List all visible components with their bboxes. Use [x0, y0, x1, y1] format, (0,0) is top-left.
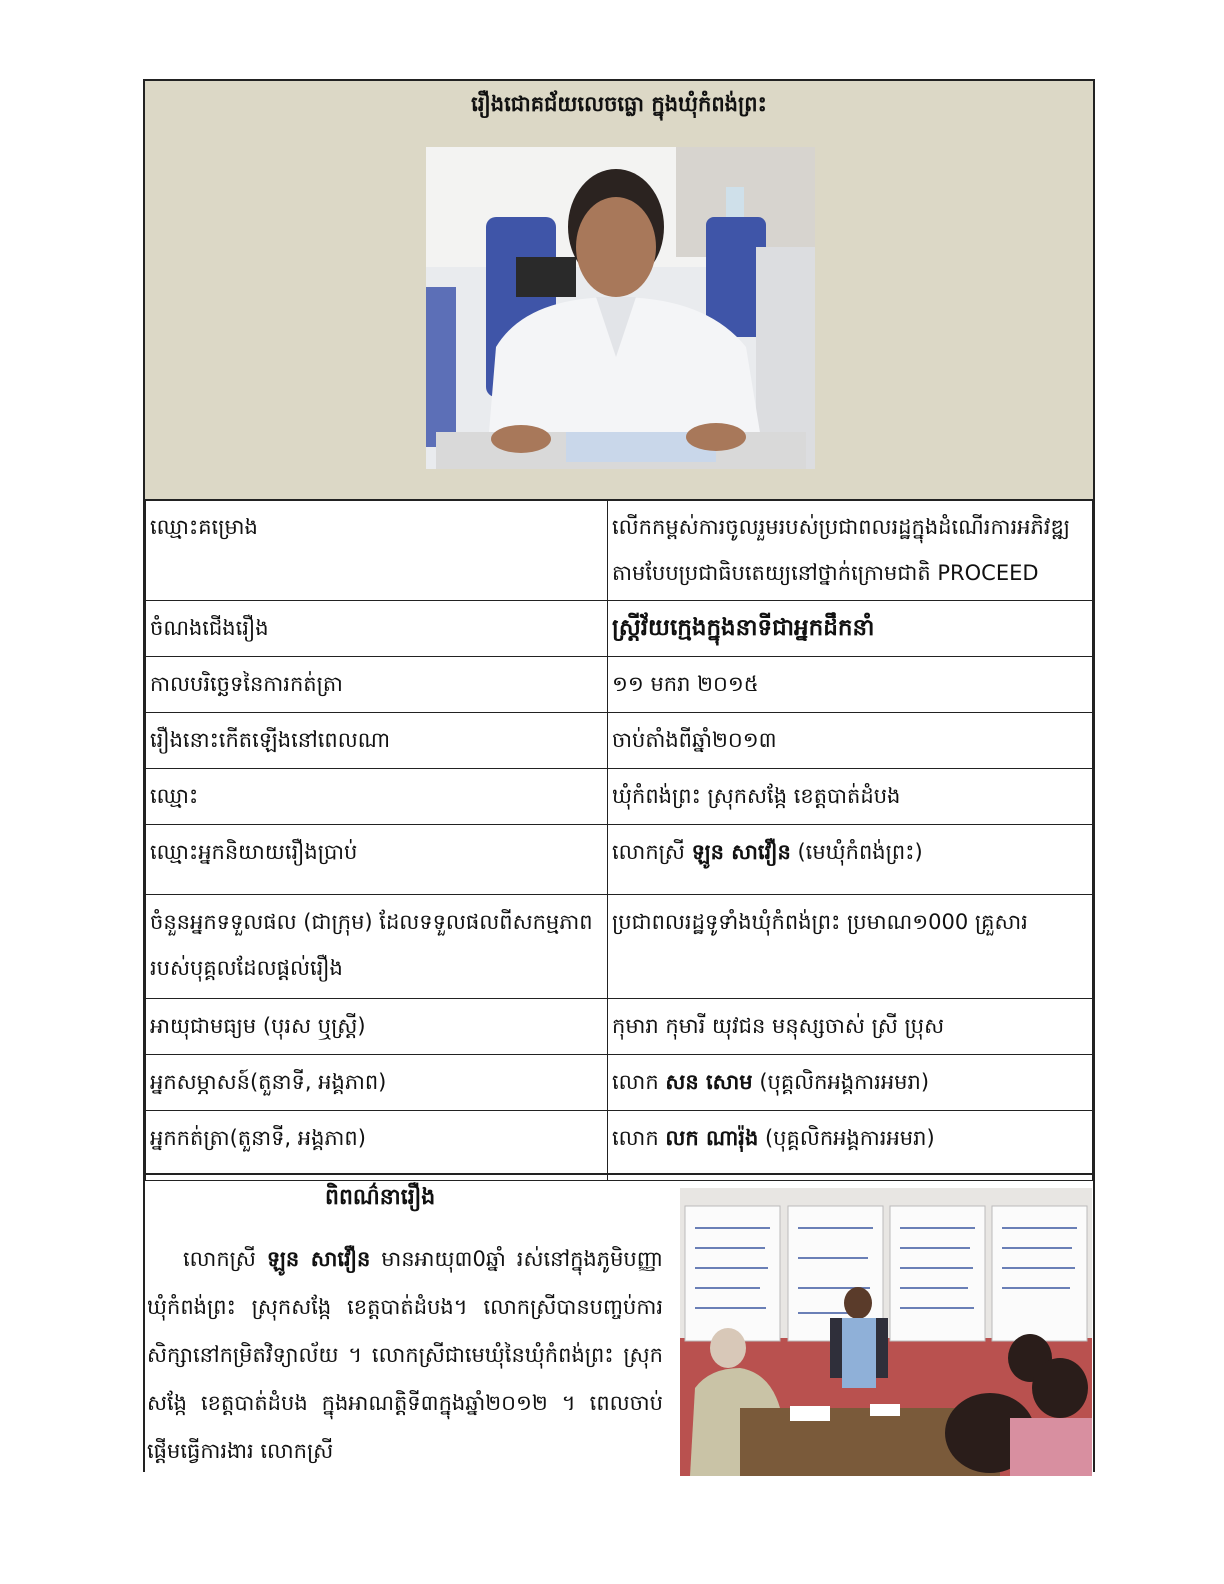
- row-value: ១១ មករា ២០១៥: [608, 657, 1093, 713]
- table-row: [146, 999, 1093, 1055]
- row-label: ចំណងជើងរឿង: [146, 601, 608, 657]
- row-label: រឿងនោះកើតឡើងនៅពេលណា: [146, 713, 608, 769]
- value-prefix: លោកស្រី: [612, 840, 685, 864]
- row-value: លើកកម្ពស់ការចូលរួមរបស់ប្រជាពលរដ្ឋក្នុងដំណើរការអភិវឌ្ឍតាមបែបប្រជាធិបតេយ្យនៅថ្នាក់ក្រោមជាតិ PROCEED: [608, 500, 1093, 601]
- value-suffix: (បុគ្គលិកអង្គការអមរា): [759, 1070, 930, 1094]
- row-label: ឈ្មោះ: [146, 769, 608, 825]
- table-row: [146, 601, 1093, 657]
- story-body: មានអាយុ៣0ឆ្នាំ រស់នៅក្នុងភូមិបញ្ញា ឃុំកំពង់ព្រះ ស្រុកសង្កែ ខេត្តបាត់ដំបង។ លោកស្រីបានបញ្ចប់ការសិក្សានៅកម្រិតវិទ្យាល័យ ។ លោកស្រីជាមេឃុំនៃឃុំកំពង់ព្រះ ស្រុកសង្កែ ខេត្តបាត់ដំបង ក្នុងអាណត្តិទី៣ក្នុងឆ្នាំ២០១២ ។ ពេលចាប់ផ្តើមធ្វើការងារ លោកស្រី: [147, 1247, 663, 1463]
- value-name: សន សោម: [665, 1070, 753, 1094]
- meeting-photo: [680, 1188, 1092, 1476]
- row-value: [608, 1055, 1093, 1111]
- story-title: ពិពណ៌នារឿង: [325, 1185, 436, 1210]
- table-row: [146, 825, 1093, 895]
- value-suffix: (មេឃុំកំពង់ព្រះ): [797, 840, 923, 864]
- portrait-photo: [426, 147, 815, 469]
- table-row: [146, 1111, 1093, 1181]
- table-row: [146, 769, 1093, 825]
- value-name: ឡូន សាវឿន: [691, 840, 791, 864]
- row-value: ឃុំកំពង់ព្រះ ស្រុកសង្កែ ខេត្តបាត់ដំបង: [608, 769, 1093, 825]
- story-intro: លោកស្រី: [183, 1247, 256, 1271]
- row-value: [608, 1111, 1093, 1181]
- page-title: រឿងជោគជ័យលេចធ្លោ ក្នុងឃុំកំពង់ព្រះ: [471, 92, 767, 116]
- row-label: អ្នកសម្ភាសន៍(តួនាទី, អង្គភាព): [146, 1055, 608, 1111]
- row-label: ឈ្មោះអ្នកនិយាយរឿងប្រាប់: [146, 825, 608, 895]
- document: [143, 79, 1095, 1472]
- row-value: កុមារា កុមារី យុវជន មនុស្សចាស់ ស្រី ប្រុស: [608, 999, 1093, 1055]
- row-value: ចាប់តាំងពីឆ្នាំ២០១៣: [608, 713, 1093, 769]
- value-name: លក ណារ៉ុង: [665, 1126, 759, 1150]
- value-suffix: (បុគ្គលិកអង្គការអមរា): [764, 1126, 935, 1150]
- story-name: ឡូន សាវឿន: [266, 1247, 371, 1271]
- row-label: ឈ្មោះគម្រោង: [146, 500, 608, 601]
- row-label: កាលបរិច្ឆេទនៃការកត់ត្រា: [146, 657, 608, 713]
- table-row: [146, 895, 1093, 999]
- row-value: ស្ត្រីវ័យក្មេងក្នុងនាទីជាអ្នកដឹកនាំ: [608, 601, 1093, 657]
- table-row: [146, 1055, 1093, 1111]
- row-value: [608, 825, 1093, 895]
- row-value: ប្រជាពលរដ្ឋទូទាំងឃុំកំពង់ព្រះ ប្រមាណ១000 គ្រួសារ: [608, 895, 1093, 999]
- value-prefix: លោក: [612, 1070, 659, 1094]
- table-row: [146, 657, 1093, 713]
- row-label: អ្នកកត់ត្រា(តួនាទី, អង្គភាព): [146, 1111, 608, 1181]
- table-row: [146, 713, 1093, 769]
- value-prefix: លោក: [612, 1126, 659, 1150]
- row-label: អាយុជាមធ្យម (បុរស ឬស្ត្រី): [146, 999, 608, 1055]
- info-table: [145, 499, 1093, 1181]
- table-row: [146, 500, 1093, 601]
- story-text: [147, 1235, 663, 1475]
- row-label: ចំនួនអ្នកទទួលផល (ជាក្រុម) ដែលទទួលផលពីសកម្មភាពរបស់បុគ្គលដែលផ្តល់រឿង: [146, 895, 608, 999]
- story-section: [145, 1173, 1093, 1476]
- header-panel: [145, 81, 1093, 501]
